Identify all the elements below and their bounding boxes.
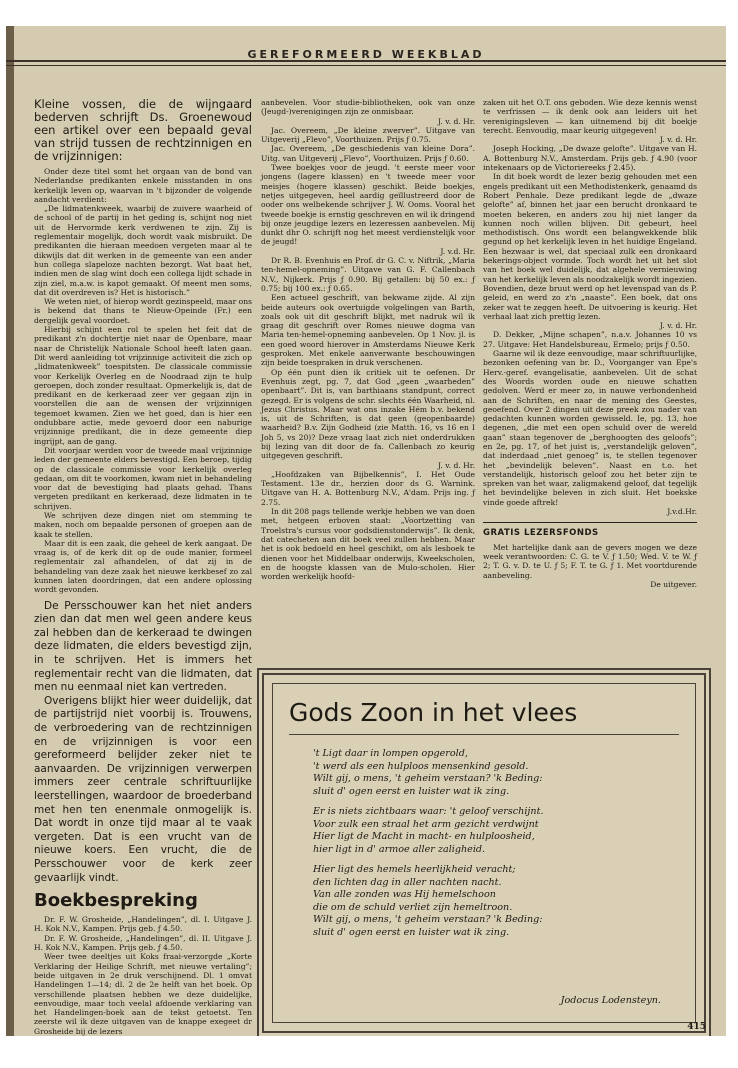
paragraph: Maar dit is een zaak, die geheel de kerk aangaat. De vraag is, of de kerk dit op de oude manier, formeel reglementair zal afhandelen, of dat zij in de behandeling van deze zaak het nieuwe kerkbesef zo zal kunnen laten doordringen, dat een andere oplossing wordt gevonden. [34,538,252,595]
paragraph: zaken uit het O.T. ons geboden. Wie deze kennis wenst te verfrissen — ik denk ook aan leiders uit het verenigingsleven — kan uitnemend bij dit boekje terecht. Eenvoudig, maar keurig uitgegeven! [483,98,697,135]
paragraph: Op één punt dien ik critiek uit te oefenen. Dr Evenhuis zegt, pg. 7, dat God „geen „waarheden” openbaart”. Dit is, van barthiaans standpunt, correct gezegd. Er is volgens de schr. slechts één Waarheid, nl. Jezus Christus. Maar wat ons inzake Hém b.v. bekend is, uit de Schriften, is dat geen (geopenbaarde) waarheid? B.v. Zijn Godheid (zie Matth. 16, vs 16 en I Joh 5, vs 20)? Deze vraag laat zich niet onderdrukken bij lezing van dit door de fa. Callenbach zo keurig uitgegeven geschrift. [261,367,475,461]
poem-line: sluit d' ogen eerst en luister wat ik zing. [313,785,510,797]
paragraph: Dit voorjaar werden voor de tweede maal vrijzinnige leden der gemeente elders bevestigd. Een beroep, tijdig op de classicale commissie voor kerkelijk overleg gedaan, om dit te voorkomen, kwam niet in behandeling voor dat de bevestiging had plaats gehad. Thans vergeten predikant en kerkeraad, deze lidmaten in te schrijven. [34,445,252,511]
paragraph: In dit boek wordt de lezer bezig gehouden met een engels predikant uit een Methodistenkerk, genaamd ds Robert Penhale. Deze predikant legde de „dwaze gelofte” af, binnen het jaar een berucht dronkaard te moeten bekeren, en anders zou hij niet langer da kunnen noch willen blijven. Dit gebeurt, heel methodistisch. Ons wordt een belangwekkende blik gegund op het kerkelijk leven in het huidige Engeland. Een bezwaar is wel, dat speciaal zulk een dronkaard bekerings-object vormde. Toch wordt het uit het slot van het boek wel duidelijk, dat algehele vernieuwing van het kerkelijk leven als noodzakelijk wordt ingezien. Bovendien, deze bruut werd op het levenspad van ds P. geleid, en werd zo z'n „naaste”. Een boek, dat ons zeker wat te zeggen heeft. De uitvoering is keurig. Het verhaal laat zich prettig lezen. [483,172,697,321]
paragraph: In dit 208 pags tellende werkje hebben we van doen met, hetgeen erboven staat: „Voortzetting van Troelstra's cursus voor godsdienstonderwijs”. Ik denk, dat catecheten aan dit boek veel zullen hebben. Maar het is ook bedoeld en heel geschikt, om als lesboek te dienen voor het Middelbaar onderwijs, Kweekscholen, en de hoogste klassen van de Mulo-scholen. Hier worden werkelijk hoofd- [261,507,475,582]
paragraph: Twee boekjes voor de jeugd. 't eerste meer voor jongens (lagere klassen) en 't tweede meer voor meisjes (hogere klassen) geschikt. Beide boekjes, netjes uitgegeven, heel aardig geïllustreerd door de ooder ons welbekende schrijver J. W. Ooms. Vooral het tweede boekje is ernstig geschreven en wil ik dringend bij onze jeugdige lezers en lezeressen aanbevelen. Mij dunkt dhr O. schrijft nog het meest verdienstelijk voor de jeugd! [261,163,475,247]
poem-title-rule [289,734,679,735]
review-citation: Joseph Hocking, „De dwaze gelofte”. Uitgave van H. A. Bottenburg N.V., Amsterdam. Prijs geb. ƒ 4.90 (voor intekenaars op de Victoriereeks ƒ 2.45). [483,144,697,173]
poem-line: Wilt gij, o mens, 't geheim verstaan? 'k Beding: [313,914,543,925]
newspaper-title: GEREFORMEERD WEEKBLAD [247,48,485,61]
section-divider [483,522,697,523]
review-citation: „Hoofdzaken van Bijbelkennis”, I. Het Oude Testament. 13e dr., herzien door ds G. Warnink. Uitgave van H. A. Bottenburg N.V., A'dam. Prijs ing. ƒ 2.75. [261,469,475,507]
article-lead: Kleine vossen, die de wijngaard bederven schrijft Ds. Groenewoud een artikel over een bepaald geval van strijd tussen de rechtzinnigen en de vrijzinnigen: [34,97,252,163]
poem-line: 't werd als een hulploos mensenkind gesold. [313,760,529,772]
poem-line: Voor zulk een straal het arm gezicht verdwijnt [313,818,539,830]
column-middle [261,98,475,581]
commentary-paragraph: Overigens blijkt hier weer duidelijk, dat de partijstrijd niet voorbij is. Trouwens, de verbroedering van de rechtzinnigen en de vrijzinnigen is voor een gereformeerd belijder zeker niet te aanvaarden. De vrijzinnigen verwerpen immers zeer centrale schriftuurlijke leerstellingen, waardoor de broederband met hen ten enenmale onmogelijk is. Dat wordt in onze tijd maar al te vaak vergeten. Dat is een vrucht van de nieuwe koers. Een vrucht, die de Persschouwer voor de kerk zeer gevaarlijk vindt. [34,694,252,884]
poem-author: Jodocus Lodensteyn. [560,995,661,1006]
paragraph: Hierbij schijnt een rol te spelen het feit dat de predikant z'n dochtertje niet naar de Openbare, maar naar de Christelijk Nationale School heeft laten gaan. Dit werd aanleiding tot vrijzinnige activiteit die zich op „lidmatenkweek” toespitsten. De classicale commissie voor Kerkelijk Overleg en de Noodraad zijn te hulp geroepen, doch zonder resultaat. Opmerkelijk is, dat de predikant en de kerkeraad zeer ver gegaan zijn in voorstellen die aan de wensen der vrijzinnigen tegemoet kwamen. Zien we het goed, dan is hier een ondubbare actie, mede gevoerd door een naburige vrijzinnige predikant, die in deze gemeente diep ingrijpt, aan de gang. [34,325,252,446]
signature: J. v. d. Hr. [659,135,697,145]
poem-line: die om de schuld verliet zijn hemeltroon. [313,901,513,913]
paragraph: We schrijven deze dingen niet om stemming te maken, noch om bepaalde personen of groepen aan de kaak te stellen. [34,510,252,539]
poem-stanza [313,748,673,798]
section-heading-readers-fund: GRATIS LEZERSFONDS [483,528,599,539]
signature: De uitgever. [650,579,697,589]
poem-line: hier ligt in d' armoe aller zaligheid. [313,843,486,855]
signature: J. v. d. Hr. [659,321,697,331]
review-citation: Jac. Overeem, „De geschiedenis van kleine Dora”. Uitg. van Uitgeverij „Flevo”, Voorthuizen. Prijs ƒ 0.60. [261,144,475,163]
page-binding-shadow [6,26,14,1036]
poem-line: Er is niets zichtbaars waar: 't geloof verschijnt. [313,806,544,817]
masthead-rule-thin [6,65,726,66]
paragraph: „De lidmatenkweek, waarbij de zuivere waarheid of de school of de partij in het geding is, schijnt nog niet uit de Hervormde kerk verdwenen te zijn. Zij is reglementair mogelijk, doch wordt vaak misbruikt. De predikanten die hieraan meedoen vergeten maar al te dikwijls dat dit werken in de gemeente van een ander hun collega slapeloze nachten bezorgt. Wat baat het, indien men de slag wint doch een collega lijdt schade in zijn ziel, m.a.w. is kapot gemaakt. Of meent men soms, dat dit overdreven is? Het is historisch.” [34,204,252,297]
poem-stanza [313,806,673,856]
poem-body [313,748,673,947]
signature: J.v.d.Hr. [667,507,697,517]
paragraph: We weten niet, of hierop wordt gezinspeeld, maar ons is bekend dat thans te Nieuw-Opeinde (Fr.) een dergelijk geval voordoet. [34,297,252,325]
column-left [34,98,252,1036]
review-citation: Dr R. B. Evenhuis en Prof. dr G. C. v. Niftrik, „Maria ten-hemel-opneming”. Uitgave van G. F. Callenbach N.V., Nijkerk. Prijs ƒ 0.90. Bij getallen: bij 50 ex.: ƒ 0.75; bij 100 ex.: ƒ 0.65. [261,256,475,293]
paragraph: aanbevelen. Voor studie-bibliotheken, ook van onze (Jeugd-)verenigingen zijn ze onmisbaar. [261,98,475,117]
signature: J. v.d. Hr. [440,246,475,256]
paragraph: Weer twee deeltjes uit Koks fraai-verzorgde „Korte Verklaring der Heilige Schrift, met nieuwe vertaling”; beide uitgaven in 2e druk verschijnend. Dl. 1 omvat Handelingen 1—14; dl. 2 de 2e helft van het boek. Op verschillende plaatsen hebben we deze duidelijke, eenvoudige, maar toch veelal afdoende verklaring van het Handelingen-boek aan de tekst getoetst. Ten zeerste wil ik deze uitgaven van de knappe exegeet dr Grosheide bij de lezers [34,952,252,1036]
poem-line: Wilt gij, o mens, 't geheim verstaan? 'k Beding: [313,773,543,784]
signature: J. v. d. Hr. [437,460,475,470]
paragraph: Met hartelijke dank aan de gevers mogen we deze week verantwoorden: C. G. te V. ƒ 1.50; Wed. V. te W. ƒ 2; T. G. v. D. te U. ƒ 5; F. T. te G. ƒ 1. Met voortdurende aanbeveling. [483,542,697,580]
paragraph: Onder deze titel somt het orgaan van de bond van Nederlandse predikanten enkele misstanden in ons kerkelijk leven op, waarvan in 't bijzonder de volgende aandacht verdient: [34,167,252,204]
poem-line: Hier ligt de Macht in macht- en hulploosheid, [313,831,535,842]
poem-line: Hier ligt des hemels heerlijkheid veracht; [313,864,516,875]
review-citation: Dr. F. W. Grosheide, „Handelingen”, dl. II. Uitgave J. H. Kok N.V., Kampen. Prijs geb. ƒ 4.50. [34,933,252,953]
review-citation: Jac. Overeem, „De kleine zwerver”. Uitgave van Uitgeverij „Flevo”, Voorthuizen. Prijs ƒ 0.75. [261,125,475,145]
signature: J. v. d. Hr. [437,116,475,126]
commentary-paragraph: De Persschouwer kan het niet anders zien dan dat men wel geen andere keus zal hebben dan de kerkeraad te dwingen deze lidmaten, die elders bevestigd zijn, in te schrijven. Het is immers het reglementair recht van die lidmaten, dat men nu eenmaal niet kan vertreden. [34,599,252,694]
paragraph: Een actueel geschrift, van bekwame zijde. Al zijn beide auteurs ook overtuigde volgelingen van Barth, zoals ook uit dit geschrift blijkt, met nadruk wil ik graag dit geschrift over Romes nieuwe dogma van Maria ten-hemel-opneming aanbevelen. Op 1 Nov. jl. is een goed woord hierover in Amsterdams Nieuwe Kerk gesproken. Met enkele aanverwante beschouwingen zijn beide toespraken in druk verschenen. [261,293,475,368]
poem-line: Van alle zonden was Hij hemelschoon [313,889,496,900]
poem-frame-inner [272,683,696,1023]
poem-line: sluit d' ogen eerst en luister wat ik zing. [313,926,510,938]
column-right [483,98,697,589]
poem-frame [257,668,711,1036]
poem-title: Gods Zoon in het vlees [289,698,578,727]
review-citation: Dr. F. W. Grosheide, „Handelingen”, dl. I. Uitgave J. H. Kok N.V., Kampen. Prijs geb. ƒ 4.50. [34,915,252,934]
paragraph: Gaarne wil ik deze eenvoudige, maar schriftuurlijke, bezonken oefening van br. D., Voorganger van Epe's Herv.-geref. evangelisatie, aanbevelen. Uit de schat des Woords worden oude en nieuwe schatten gedolven. Werd er meer zo, in nauwe verbondenheid aan de Schriften, en naar de mening des Geestes, geoefend. Over 2 dingen uit deze preek zou nader van gedachten kunnen worden gewisseld. Ie, pg. 13, hoe degenen, „die met een open schuld over de wereld gaan” staan tegenover de „berghoogten des geloofs”; en 2e, pg. 17, of het juist is, „verstandelijk geloven”, dat inderdaad „niet genoeg” is, te stellen tegenover het „bevindelijk beleven”. Naast en t.o. het verstandelijk, historisch geloof zou het beter zijn te spreken van het waar, zaligmakend geloof, dat tegelijk het bevindelijke beleven in zich sluit. Het boekske vinde goede aftrek! [483,349,697,507]
poem-line: den lichten dag in aller nachten nacht. [313,876,502,888]
poem-line: 't Ligt daar in lompen opgerold, [313,748,468,759]
review-citation: D. Dekker, „Mijne schapen”, n.a.v. Johannes 10 vs 27. Uitgave: Het Handelsbureau, Ermelo; prijs ƒ 0.50. [483,330,697,349]
page-number: 415 [687,1022,706,1032]
poem-stanza [313,864,673,939]
newspaper-page [6,26,726,1036]
section-heading-book-review: Boekbespreking [34,890,198,912]
